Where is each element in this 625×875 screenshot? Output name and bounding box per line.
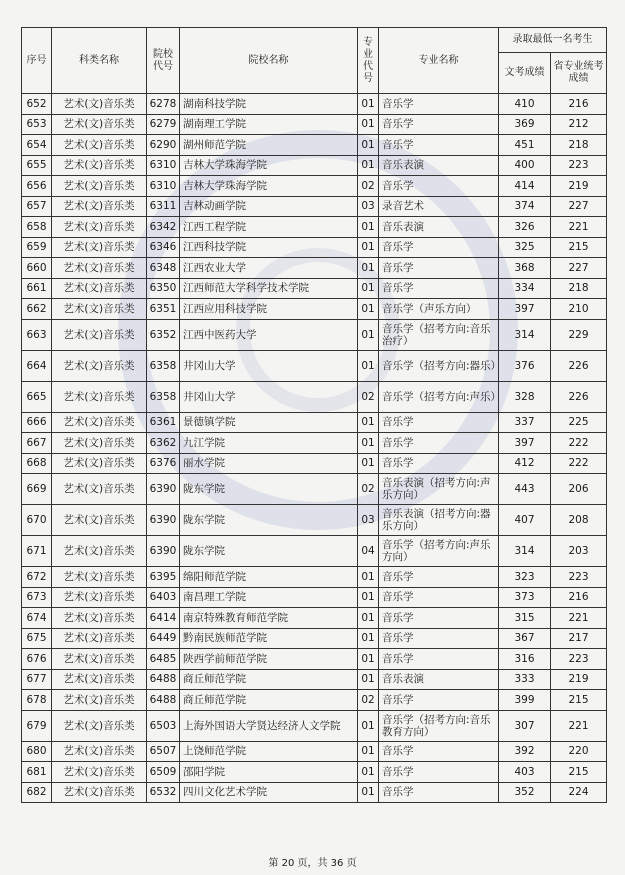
cell-culture-score: 314 <box>499 319 551 350</box>
cell-major-code: 01 <box>358 258 379 279</box>
table-row <box>22 412 607 433</box>
cell-major-name: 音乐学 <box>379 453 499 474</box>
cell-major-name: 音乐学 <box>379 628 499 649</box>
cell-culture-score: 373 <box>499 587 551 608</box>
cell-seq: 663 <box>22 319 52 350</box>
table-row <box>22 237 607 258</box>
cell-school-code: 6390 <box>147 536 180 567</box>
cell-school-name: 黔南民族师范学院 <box>180 628 358 649</box>
cell-prov-score: 224 <box>551 782 607 803</box>
cell-category: 艺术(文)音乐类 <box>52 176 147 197</box>
cell-prov-score: 221 <box>551 710 607 741</box>
cell-major-name: 音乐学（声乐方向） <box>379 299 499 320</box>
cell-major-code: 01 <box>358 155 379 176</box>
cell-school-name: 湖州师范学院 <box>180 135 358 156</box>
cell-major-code: 02 <box>358 690 379 711</box>
cell-culture-score: 325 <box>499 237 551 258</box>
cell-culture-score: 323 <box>499 567 551 588</box>
cell-major-name: 音乐学 <box>379 782 499 803</box>
cell-major-name: 音乐学 <box>379 649 499 670</box>
cell-major-name: 录音艺术 <box>379 196 499 217</box>
cell-prov-score: 222 <box>551 453 607 474</box>
cell-culture-score: 326 <box>499 217 551 238</box>
cell-major-code: 03 <box>358 505 379 536</box>
cell-school-name: 江西师范大学科学技术学院 <box>180 278 358 299</box>
cell-major-name: 音乐学 <box>379 587 499 608</box>
cell-culture-score: 337 <box>499 412 551 433</box>
page-footer: 第 20 页，共 36 页 <box>268 858 357 869</box>
cell-culture-score: 368 <box>499 258 551 279</box>
cell-major-name: 音乐学 <box>379 278 499 299</box>
table-row <box>22 299 607 320</box>
cell-seq: 652 <box>22 94 52 115</box>
cell-school-code: 6390 <box>147 505 180 536</box>
cell-category: 艺术(文)音乐类 <box>52 278 147 299</box>
cell-culture-score: 443 <box>499 474 551 505</box>
cell-major-name: 音乐学 <box>379 741 499 762</box>
cell-prov-score: 227 <box>551 258 607 279</box>
table-row <box>22 710 607 741</box>
cell-category: 艺术(文)音乐类 <box>52 628 147 649</box>
cell-seq: 660 <box>22 258 52 279</box>
cell-category: 艺术(文)音乐类 <box>52 412 147 433</box>
cell-category: 艺术(文)音乐类 <box>52 669 147 690</box>
cell-prov-score: 219 <box>551 669 607 690</box>
cell-major-name: 音乐表演 <box>379 217 499 238</box>
cell-culture-score: 315 <box>499 608 551 629</box>
cell-category: 艺术(文)音乐类 <box>52 135 147 156</box>
cell-prov-score: 226 <box>551 381 607 412</box>
cell-prov-score: 227 <box>551 196 607 217</box>
cell-school-name: 湖南科技学院 <box>180 94 358 115</box>
cell-category: 艺术(文)音乐类 <box>52 350 147 381</box>
cell-seq: 658 <box>22 217 52 238</box>
table-row <box>22 567 607 588</box>
cell-major-code: 01 <box>358 217 379 238</box>
cell-seq: 656 <box>22 176 52 197</box>
table-row <box>22 217 607 238</box>
cell-category: 艺术(文)音乐类 <box>52 690 147 711</box>
cell-prov-score: 223 <box>551 567 607 588</box>
cell-category: 艺术(文)音乐类 <box>52 453 147 474</box>
cell-major-code: 04 <box>358 536 379 567</box>
cell-school-name: 商丘师范学院 <box>180 669 358 690</box>
cell-category: 艺术(文)音乐类 <box>52 258 147 279</box>
header-category: 科类名称 <box>52 28 147 94</box>
cell-prov-score: 223 <box>551 649 607 670</box>
cell-seq: 680 <box>22 741 52 762</box>
cell-seq: 669 <box>22 474 52 505</box>
cell-seq: 676 <box>22 649 52 670</box>
cell-major-name: 音乐学（招考方向:声乐） <box>379 381 499 412</box>
cell-major-name: 音乐学 <box>379 567 499 588</box>
cell-major-code: 03 <box>358 196 379 217</box>
cell-major-name: 音乐学 <box>379 258 499 279</box>
table-row <box>22 114 607 135</box>
cell-prov-score: 210 <box>551 299 607 320</box>
table-row <box>22 350 607 381</box>
cell-school-code: 6278 <box>147 94 180 115</box>
cell-school-code: 6509 <box>147 762 180 783</box>
cell-major-name: 音乐学 <box>379 237 499 258</box>
table-row <box>22 669 607 690</box>
cell-category: 艺术(文)音乐类 <box>52 155 147 176</box>
cell-major-code: 01 <box>358 114 379 135</box>
header-major-name: 专业名称 <box>379 28 499 94</box>
cell-major-code: 01 <box>358 319 379 350</box>
cell-culture-score: 352 <box>499 782 551 803</box>
cell-major-name: 音乐表演（招考方向:声乐方向） <box>379 474 499 505</box>
cell-prov-score: 217 <box>551 628 607 649</box>
cell-category: 艺术(文)音乐类 <box>52 536 147 567</box>
cell-major-code: 02 <box>358 474 379 505</box>
cell-school-name: 湖南理工学院 <box>180 114 358 135</box>
cell-school-code: 6290 <box>147 135 180 156</box>
cell-major-code: 02 <box>358 381 379 412</box>
cell-category: 艺术(文)音乐类 <box>52 114 147 135</box>
cell-school-name: 商丘师范学院 <box>180 690 358 711</box>
cell-major-code: 01 <box>358 567 379 588</box>
cell-school-name: 井冈山大学 <box>180 350 358 381</box>
cell-school-code: 6352 <box>147 319 180 350</box>
cell-school-code: 6449 <box>147 628 180 649</box>
cell-culture-score: 403 <box>499 762 551 783</box>
table-row <box>22 278 607 299</box>
cell-prov-score: 223 <box>551 155 607 176</box>
cell-category: 艺术(文)音乐类 <box>52 196 147 217</box>
cell-prov-score: 206 <box>551 474 607 505</box>
cell-major-code: 01 <box>358 587 379 608</box>
cell-culture-score: 399 <box>499 690 551 711</box>
cell-school-name: 陇东学院 <box>180 536 358 567</box>
cell-culture-score: 307 <box>499 710 551 741</box>
cell-school-name: 陇东学院 <box>180 505 358 536</box>
table-row <box>22 319 607 350</box>
cell-prov-score: 216 <box>551 587 607 608</box>
cell-category: 艺术(文)音乐类 <box>52 567 147 588</box>
cell-culture-score: 397 <box>499 433 551 454</box>
header-prov-score: 省专业统考成绩 <box>551 53 607 94</box>
cell-major-name: 音乐学 <box>379 94 499 115</box>
cell-school-code: 6488 <box>147 690 180 711</box>
cell-school-name: 陕西学前师范学院 <box>180 649 358 670</box>
table-row <box>22 741 607 762</box>
header-school-code: 院校代号 <box>147 28 180 94</box>
cell-school-code: 6311 <box>147 196 180 217</box>
cell-school-name: 陇东学院 <box>180 474 358 505</box>
cell-major-code: 01 <box>358 608 379 629</box>
cell-school-name: 吉林大学珠海学院 <box>180 155 358 176</box>
cell-major-code: 01 <box>358 412 379 433</box>
cell-major-name: 音乐学（招考方向:音乐教育方向） <box>379 710 499 741</box>
cell-category: 艺术(文)音乐类 <box>52 741 147 762</box>
cell-school-code: 6342 <box>147 217 180 238</box>
table-row <box>22 258 607 279</box>
cell-major-code: 01 <box>358 433 379 454</box>
cell-major-name: 音乐表演 <box>379 155 499 176</box>
cell-major-code: 01 <box>358 350 379 381</box>
table-body <box>22 94 607 803</box>
cell-prov-score: 221 <box>551 608 607 629</box>
cell-seq: 678 <box>22 690 52 711</box>
cell-school-code: 6358 <box>147 350 180 381</box>
cell-school-code: 6279 <box>147 114 180 135</box>
cell-culture-score: 328 <box>499 381 551 412</box>
cell-school-name: 绵阳师范学院 <box>180 567 358 588</box>
cell-prov-score: 222 <box>551 433 607 454</box>
cell-culture-score: 316 <box>499 649 551 670</box>
cell-school-code: 6395 <box>147 567 180 588</box>
cell-school-code: 6403 <box>147 587 180 608</box>
cell-seq: 665 <box>22 381 52 412</box>
cell-major-code: 01 <box>358 710 379 741</box>
cell-seq: 662 <box>22 299 52 320</box>
header-seq: 序号 <box>22 28 52 94</box>
cell-school-name: 上海外国语大学贤达经济人文学院 <box>180 710 358 741</box>
table-row <box>22 94 607 115</box>
cell-seq: 672 <box>22 567 52 588</box>
cell-major-name: 音乐学 <box>379 114 499 135</box>
cell-prov-score: 229 <box>551 319 607 350</box>
cell-major-code: 01 <box>358 278 379 299</box>
table-row <box>22 762 607 783</box>
table-row <box>22 690 607 711</box>
cell-school-code: 6503 <box>147 710 180 741</box>
cell-seq: 677 <box>22 669 52 690</box>
cell-school-code: 6346 <box>147 237 180 258</box>
cell-seq: 654 <box>22 135 52 156</box>
cell-seq: 682 <box>22 782 52 803</box>
cell-major-code: 01 <box>358 237 379 258</box>
cell-major-code: 01 <box>358 782 379 803</box>
cell-major-name: 音乐学（招考方向:声乐方向） <box>379 536 499 567</box>
table-row <box>22 381 607 412</box>
cell-prov-score: 219 <box>551 176 607 197</box>
cell-category: 艺术(文)音乐类 <box>52 217 147 238</box>
cell-culture-score: 392 <box>499 741 551 762</box>
cell-school-name: 南昌理工学院 <box>180 587 358 608</box>
cell-major-code: 01 <box>358 741 379 762</box>
cell-school-code: 6376 <box>147 453 180 474</box>
cell-seq: 653 <box>22 114 52 135</box>
cell-school-code: 6488 <box>147 669 180 690</box>
cell-culture-score: 376 <box>499 350 551 381</box>
cell-seq: 668 <box>22 453 52 474</box>
cell-culture-score: 334 <box>499 278 551 299</box>
cell-seq: 664 <box>22 350 52 381</box>
table-row <box>22 505 607 536</box>
cell-school-code: 6350 <box>147 278 180 299</box>
cell-school-code: 6310 <box>147 155 180 176</box>
cell-major-name: 音乐学 <box>379 433 499 454</box>
cell-school-code: 6310 <box>147 176 180 197</box>
cell-culture-score: 400 <box>499 155 551 176</box>
cell-category: 艺术(文)音乐类 <box>52 587 147 608</box>
cell-major-name: 音乐学（招考方向:器乐） <box>379 350 499 381</box>
cell-culture-score: 367 <box>499 628 551 649</box>
cell-category: 艺术(文)音乐类 <box>52 474 147 505</box>
cell-major-code: 01 <box>358 135 379 156</box>
cell-major-code: 01 <box>358 762 379 783</box>
cell-major-code: 01 <box>358 649 379 670</box>
cell-prov-score: 216 <box>551 94 607 115</box>
table-row <box>22 628 607 649</box>
table-row <box>22 536 607 567</box>
header-school-name: 院校名称 <box>180 28 358 94</box>
cell-major-name: 音乐学 <box>379 412 499 433</box>
cell-culture-score: 407 <box>499 505 551 536</box>
cell-culture-score: 333 <box>499 669 551 690</box>
cell-category: 艺术(文)音乐类 <box>52 94 147 115</box>
cell-school-code: 6358 <box>147 381 180 412</box>
cell-school-name: 景德镇学院 <box>180 412 358 433</box>
cell-school-code: 6414 <box>147 608 180 629</box>
cell-seq: 666 <box>22 412 52 433</box>
cell-major-name: 音乐学 <box>379 608 499 629</box>
cell-school-name: 江西应用科技学院 <box>180 299 358 320</box>
cell-major-name: 音乐学（招考方向:音乐治疗） <box>379 319 499 350</box>
cell-major-code: 02 <box>358 176 379 197</box>
cell-school-code: 6348 <box>147 258 180 279</box>
cell-major-code: 01 <box>358 453 379 474</box>
cell-school-code: 6361 <box>147 412 180 433</box>
cell-seq: 667 <box>22 433 52 454</box>
cell-school-code: 6362 <box>147 433 180 454</box>
cell-category: 艺术(文)音乐类 <box>52 299 147 320</box>
cell-school-name: 邵阳学院 <box>180 762 358 783</box>
cell-culture-score: 397 <box>499 299 551 320</box>
cell-prov-score: 203 <box>551 536 607 567</box>
cell-school-code: 6485 <box>147 649 180 670</box>
cell-prov-score: 218 <box>551 278 607 299</box>
cell-seq: 675 <box>22 628 52 649</box>
cell-major-code: 01 <box>358 669 379 690</box>
cell-prov-score: 215 <box>551 762 607 783</box>
cell-school-name: 江西科技学院 <box>180 237 358 258</box>
cell-school-name: 江西农业大学 <box>180 258 358 279</box>
cell-major-code: 01 <box>358 628 379 649</box>
cell-prov-score: 218 <box>551 135 607 156</box>
cell-school-name: 丽水学院 <box>180 453 358 474</box>
cell-category: 艺术(文)音乐类 <box>52 433 147 454</box>
cell-school-name: 九江学院 <box>180 433 358 454</box>
table-row <box>22 196 607 217</box>
cell-school-code: 6351 <box>147 299 180 320</box>
cell-school-name: 吉林大学珠海学院 <box>180 176 358 197</box>
cell-seq: 661 <box>22 278 52 299</box>
cell-seq: 673 <box>22 587 52 608</box>
table-row <box>22 176 607 197</box>
cell-major-name: 音乐学 <box>379 135 499 156</box>
cell-school-name: 南京特殊教育师范学院 <box>180 608 358 629</box>
cell-major-name: 音乐学 <box>379 176 499 197</box>
cell-school-name: 江西工程学院 <box>180 217 358 238</box>
table-row <box>22 453 607 474</box>
table-row <box>22 135 607 156</box>
table-row <box>22 474 607 505</box>
table-row <box>22 649 607 670</box>
cell-category: 艺术(文)音乐类 <box>52 710 147 741</box>
cell-major-name: 音乐学 <box>379 762 499 783</box>
cell-major-name: 音乐表演（招考方向:器乐方向） <box>379 505 499 536</box>
cell-culture-score: 374 <box>499 196 551 217</box>
cell-category: 艺术(文)音乐类 <box>52 381 147 412</box>
cell-culture-score: 369 <box>499 114 551 135</box>
cell-seq: 681 <box>22 762 52 783</box>
cell-school-name: 江西中医药大学 <box>180 319 358 350</box>
header-major-code: 专业代号 <box>358 28 379 94</box>
cell-school-name: 井冈山大学 <box>180 381 358 412</box>
cell-major-name: 音乐学 <box>379 690 499 711</box>
cell-prov-score: 208 <box>551 505 607 536</box>
cell-category: 艺术(文)音乐类 <box>52 319 147 350</box>
cell-category: 艺术(文)音乐类 <box>52 782 147 803</box>
cell-seq: 659 <box>22 237 52 258</box>
cell-seq: 674 <box>22 608 52 629</box>
cell-school-name: 上饶师范学院 <box>180 741 358 762</box>
cell-category: 艺术(文)音乐类 <box>52 505 147 536</box>
table-row <box>22 782 607 803</box>
cell-culture-score: 414 <box>499 176 551 197</box>
table-row <box>22 608 607 629</box>
cell-category: 艺术(文)音乐类 <box>52 237 147 258</box>
cell-prov-score: 215 <box>551 690 607 711</box>
cell-prov-score: 221 <box>551 217 607 238</box>
cell-school-name: 四川文化艺术学院 <box>180 782 358 803</box>
cell-category: 艺术(文)音乐类 <box>52 762 147 783</box>
table-row <box>22 433 607 454</box>
cell-seq: 657 <box>22 196 52 217</box>
cell-school-name: 吉林动画学院 <box>180 196 358 217</box>
admission-table <box>21 27 607 803</box>
cell-culture-score: 410 <box>499 94 551 115</box>
table-row <box>22 155 607 176</box>
header-culture-score: 文考成绩 <box>499 53 551 94</box>
cell-major-name: 音乐表演 <box>379 669 499 690</box>
cell-seq: 671 <box>22 536 52 567</box>
cell-prov-score: 225 <box>551 412 607 433</box>
cell-culture-score: 412 <box>499 453 551 474</box>
table-row <box>22 587 607 608</box>
cell-prov-score: 212 <box>551 114 607 135</box>
cell-seq: 679 <box>22 710 52 741</box>
cell-school-code: 6532 <box>147 782 180 803</box>
cell-category: 艺术(文)音乐类 <box>52 649 147 670</box>
cell-prov-score: 226 <box>551 350 607 381</box>
cell-category: 艺术(文)音乐类 <box>52 608 147 629</box>
cell-seq: 655 <box>22 155 52 176</box>
cell-seq: 670 <box>22 505 52 536</box>
header-min-score-group: 录取最低一名考生 <box>499 28 607 53</box>
cell-major-code: 01 <box>358 299 379 320</box>
cell-prov-score: 220 <box>551 741 607 762</box>
cell-culture-score: 451 <box>499 135 551 156</box>
cell-school-code: 6507 <box>147 741 180 762</box>
cell-prov-score: 215 <box>551 237 607 258</box>
cell-major-code: 01 <box>358 94 379 115</box>
cell-school-code: 6390 <box>147 474 180 505</box>
cell-culture-score: 314 <box>499 536 551 567</box>
